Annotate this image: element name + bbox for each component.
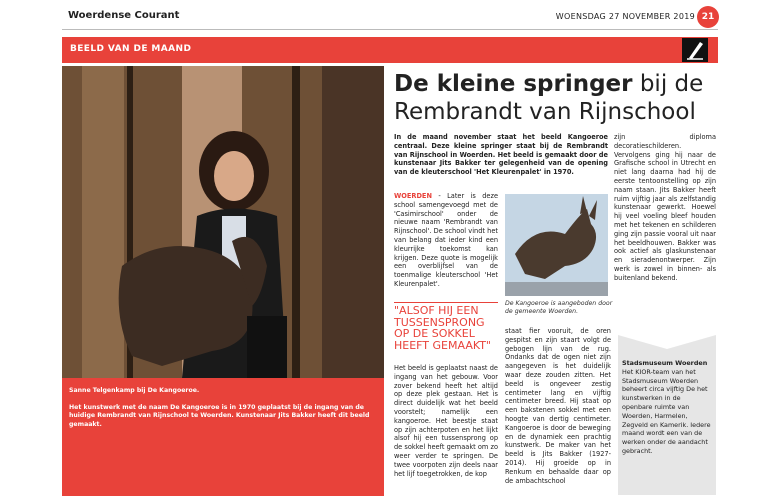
body-part-3: staat fier vooruit, de oren gespitst en zijn staart volgt de gebogen lijn van de rug. Ondanks dat de ogen niet zijn aangegeven is het duidelijk waar deze zouden zitten. Het beeld is ongeveer zestig centimeter lang en vijftig centimeter breed. Hij staat op een bakstenen sokkel met een hoogte van dertig centimeter. Kangoeroe is door de beweging en de dynamiek een prachtig kunstwerk. De maker van het beeld is Jits Bakker (1927-2014). Hij groeide op in Renkum en behaalde daar op de ambachtschool — [505, 327, 611, 485]
photo-caption-text: Het kunstwerk met de naam De Kangoeroe is in 1970 geplaatst bij de ingang van de huidige Rembrandt van Rijnschool te Woerden. Kunstenaar Jits Bakker heeft dit beeld gemaakt. — [69, 403, 370, 428]
body-part-4: zijn diploma decoratieschilderen. Vervolgens ging hij naar de Grafische school in Utrecht en niet lang daarna had hij de eerste tentoonstelling op zijn naam staan. Jits Bakker heeft ruim vijftig jaar als zelfstandig kunstenaar gewerkt. Hoewel hij veel voeling bleef houden met het tekenen en schilderen ging zijn passie vooral uit naar het beeldhouwen. Bakker was ook actief als glaskunstenaar en sieradenontwerper. Zijn werk is zowel in binnen- als buitenland bekend. — [614, 133, 716, 282]
body-part-1: - Later is deze school samengevoegd met de 'Casimirschool' onder de nieuwe naam 'Rembrandt van Rijnschool'. De school vindt het van belang dat ieder kind een kleurrijke toekomst kan krijgen. Deze quote is mogelijk een overblijfsel van de toenmalige kleuterschool 'Het Kleurenpalet'. — [394, 192, 498, 288]
article-body-col1 — [394, 192, 498, 289]
kangaroo-caption: De Kangoeroe is aangeboden door de gemeente Woerden. — [505, 300, 613, 315]
sidebar-box — [618, 335, 716, 495]
issue-date: WOENSDAG 27 NOVEMBER 2019 — [555, 12, 695, 21]
section-bar — [62, 37, 718, 63]
photo-caption-name: Sanne Telgenkamp bij De Kangoeroe. — [69, 387, 200, 394]
quote-rule — [394, 302, 498, 303]
paper-name: Woerdense Courant — [68, 10, 180, 21]
sidebar-title: Stadsmuseum Woerden — [622, 359, 708, 367]
header-rule — [62, 29, 718, 30]
title-bold: De kleine springer — [394, 71, 633, 97]
article-intro: In de maand november staat het beeld Kangoeroe centraal. Deze kleine springer staat bij de Rembrandt van Rijnschool in Woerden. Het beeld is gemaakt door de kunstenaar Jits Bakker ter gelegenheid van de opening van de kleuterschool 'Het Kleurenpalet' in 1970. — [394, 133, 608, 177]
main-photo — [62, 66, 384, 378]
pull-quote: "ALSOF HIJ EEN TUSSENSPRONG OP DE SOKKEL HEEFT GEMAAKT" — [394, 304, 491, 352]
kangaroo-photo — [505, 194, 608, 296]
sidebar-notch — [618, 335, 716, 349]
photo-caption-box — [62, 378, 384, 496]
article-title — [394, 70, 714, 126]
section-label: BEELD VAN DE MAAND — [70, 44, 192, 54]
dateline: WOERDEN — [394, 192, 432, 200]
title-light: bij de Rembrandt van Rijnschool — [394, 71, 704, 125]
page-number: 21 — [697, 6, 719, 28]
sidebar-text: Het KIOR-team van het Stadsmuseum Woerden beheert circa vijftig De het kunstwerken in de openbare ruimte van Woerden, Harmelen, Zegveld en Kamerik. Iedere maand wordt een van de werken onder de aandacht gebracht. — [622, 367, 711, 455]
body-part-2: Het beeld is geplaatst naast de ingang van het gebouw. Voor zover bekend heeft het altijd op deze plek gestaan. Het is direct duidelijk wat het beeld voorstelt; namelijk een kangoeroe. Het beestje staat op zijn achterpoten en het lijkt alsof hij een tussensprong op de sokkel heeft gemaakt om zo weer verder te springen. De twee voorpoten zijn deels naar het lijf toegetrokken, de kop — [394, 364, 498, 478]
column-logo-icon — [682, 38, 708, 62]
